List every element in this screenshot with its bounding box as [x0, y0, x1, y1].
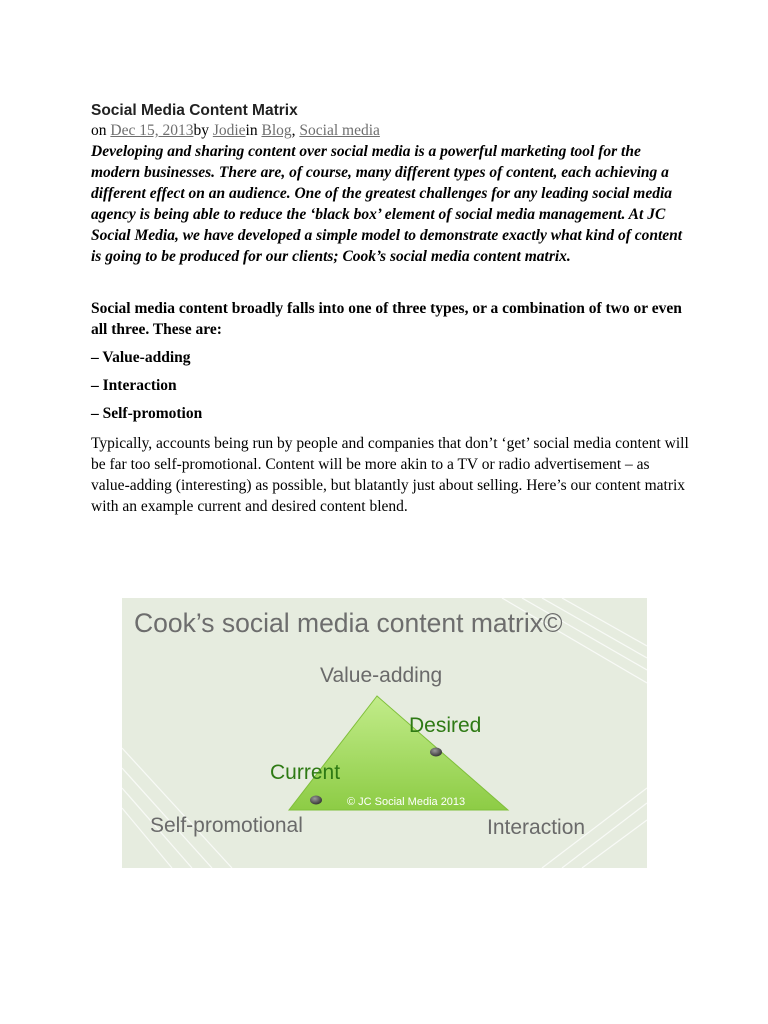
- type-item-interaction: – Interaction: [91, 377, 177, 394]
- date-link[interactable]: Dec 15, 2013: [110, 122, 194, 139]
- vertex-label-self-promotional: Self-promotional: [150, 814, 303, 837]
- byline: [91, 121, 691, 141]
- figure-copyright: © JC Social Media 2013: [347, 796, 466, 808]
- vertex-label-value-adding: Value-adding: [320, 664, 443, 687]
- current-point: [310, 796, 322, 805]
- byline-in: in: [245, 122, 262, 139]
- category-social-media-link[interactable]: Social media: [299, 122, 380, 139]
- byline-on: on: [91, 122, 111, 139]
- category-blog-link[interactable]: Blog: [261, 122, 292, 139]
- vertex-label-interaction: Interaction: [487, 816, 586, 839]
- type-item-self-promotion: – Self-promotion: [91, 405, 203, 422]
- author-link[interactable]: Jodie: [212, 122, 246, 139]
- current-label: Current: [270, 761, 341, 784]
- type-item-value-adding: – Value-adding: [91, 349, 191, 366]
- intro-paragraph: Developing and sharing content over social media is a powerful marketing tool for the modern businesses. There are, of course, many different types of content, each achieving a different effect on an audience. One of the greatest challenges for any leading social media agency is being able to reduce the ‘black box’ element of social media management. At JC Social Media, we have developed a simple model to demonstrate exactly what kind of content is going to be produced for our clients; Cook’s social media content matrix.: [91, 143, 683, 265]
- types-intro-paragraph: Social media content broadly falls into one of three types, or a combination of two or even all three. These are:: [91, 300, 682, 338]
- desired-point: [430, 748, 442, 757]
- byline-separator: ,: [291, 122, 300, 139]
- content-matrix-figure: [122, 598, 647, 868]
- article: [91, 100, 691, 517]
- desired-label: Desired: [409, 714, 482, 737]
- figure-title: Cook’s social media content matrix©: [134, 608, 563, 638]
- body-paragraph: Typically, accounts being run by people and companies that don’t ‘get’ social media content will be far too self-promotional. Content will be more akin to a TV or radio advertisement – as value-adding (interesting) as possible, but blatantly just about selling. Here’s our content matrix with an example current and desired content blend.: [91, 435, 689, 515]
- byline-by: by: [193, 122, 213, 139]
- article-title: Social Media Content Matrix: [91, 102, 298, 119]
